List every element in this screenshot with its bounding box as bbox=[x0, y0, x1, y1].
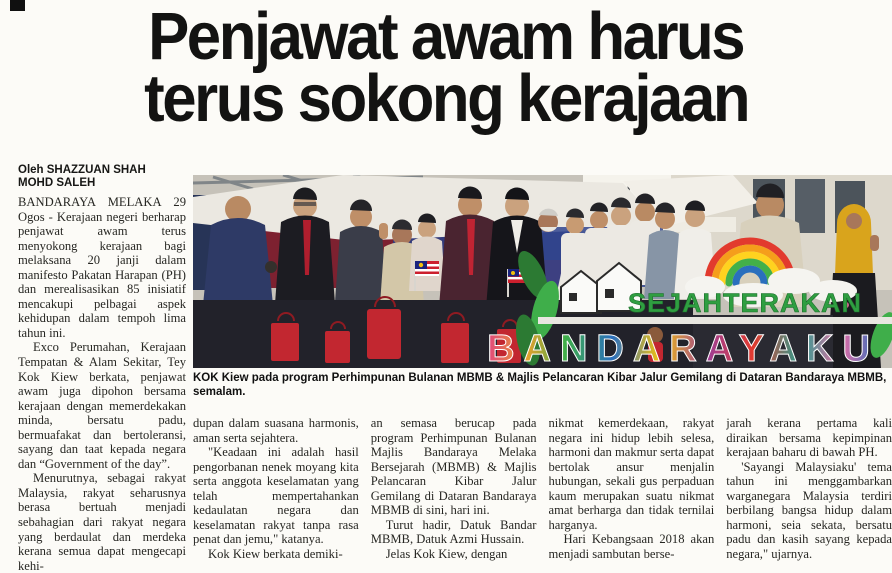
decor-text-sejahterakan: SEJAHTERAKAN bbox=[627, 288, 863, 318]
paragraph: BANDARAYA MELAKA 29 Ogos - Kerajaan negeri berharap penjawat awam terus menyokong kerajaan bagi melaksana 20 janji dalam manifesto Pakatan Harapan (PH) dan merealisasikan 85 inisiatif mencakupi pelbagai aspek kehidupan dalam tempoh lima tahun ini. bbox=[18, 195, 186, 340]
paragraph: Kok Kiew berkata demiki- bbox=[208, 546, 343, 561]
byline bbox=[18, 164, 146, 190]
byline-line-2: MOHD SALEH bbox=[18, 177, 96, 189]
paragraph: an semasa berucap pada program Perhimpunan Bulanan Majlis Bandaraya Melaka Bersejarah (MBMB) & Majlis Pelancaran Kibar Jalur Gemilang di Dataran Bandaraya MBMB di sini, hari ini. bbox=[370, 416, 537, 518]
headline-line-2: terus sokong kerajaan bbox=[144, 61, 748, 136]
article-column-3 bbox=[371, 416, 537, 573]
paragraph: Jelas Kok Kiew, dengan bbox=[385, 546, 508, 561]
bottom-columns bbox=[193, 416, 892, 573]
paragraph: Hari Kebangsaan 2018 akan menjadi sambutan berse- bbox=[548, 532, 715, 561]
decor-text-bandarayaku: BANDARAYAKU bbox=[487, 328, 879, 368]
paragraph: dupan dalam suasana harmonis, aman serta sejahtera. bbox=[193, 416, 359, 445]
paragraph: nikmat kemerdekaan, rakyat negara ini hidup lebih selesa, harmoni dan makmur serta dapat bertolak ansur menjalin hubungan, sekali gus perpaduan kaum merupakan suatu nikmat amat berharga dan tidak ternilai harganya. bbox=[548, 416, 715, 532]
photo-illustration bbox=[193, 175, 892, 368]
headline-line-1: Penjawat awam harus bbox=[148, 0, 744, 74]
byline-line-1: Oleh SHAZZUAN SHAH bbox=[18, 164, 146, 176]
article-column-2 bbox=[193, 416, 359, 573]
paragraph: jarah kerana pertama kali diraikan bersama kepimpinan kerajaan baharu di bawah PH. bbox=[726, 416, 892, 460]
paragraph: Turut hadir, Datuk Bandar MBMB, Datuk Azmi Hussain. bbox=[370, 517, 537, 547]
article-headline bbox=[0, 0, 892, 136]
paragraph: Menurutnya, sebagai rakyat Malaysia, rakyat seharusnya berasa bertuah menjadi sebahagian dari rakyat negara yang berdaulat dan merdeka kerana semua dapat mengecapi kehi- bbox=[18, 471, 186, 573]
paragraph: Exco Perumahan, Kerajaan Tempatan & Alam Sekitar, Tey Kok Kiew berkata, penjawat awam juga dipohon bersama kerajaan dengan memerdekakan minda, bersatu padu, bermuafakat dan bertoleransi, sayang dan taat kepada negara dan “Government of the day”. bbox=[18, 340, 186, 471]
paragraph: 'Sayangi Malaysiaku' tema tahun ini menggambarkan warganegara Malaysia terdiri berbilang bangsa hidup dalam harmoni, seia sekata, bersatu padu dan kasih sayang kepada negara," ujarnya. bbox=[726, 459, 892, 561]
article-column-1 bbox=[18, 195, 186, 573]
fence-rail bbox=[538, 317, 892, 324]
article-column-5 bbox=[726, 416, 892, 573]
article-photo bbox=[193, 175, 892, 368]
paragraph: "Keadaan ini adalah hasil pengorbanan nenek moyang kita serta anggota keselamatan yang telah mempertahankan kedaulatan negara dan keselamatan rakyat tanpa rasa penat dan jemu," katanya. bbox=[193, 445, 359, 547]
photo-caption: KOK Kiew pada program Perhimpunan Bulanan MBMB & Majlis Pelancaran Kibar Jalur Gemilang di Dataran Bandaraya MBMB, semalam. bbox=[193, 372, 887, 398]
article-column-4 bbox=[549, 416, 715, 573]
